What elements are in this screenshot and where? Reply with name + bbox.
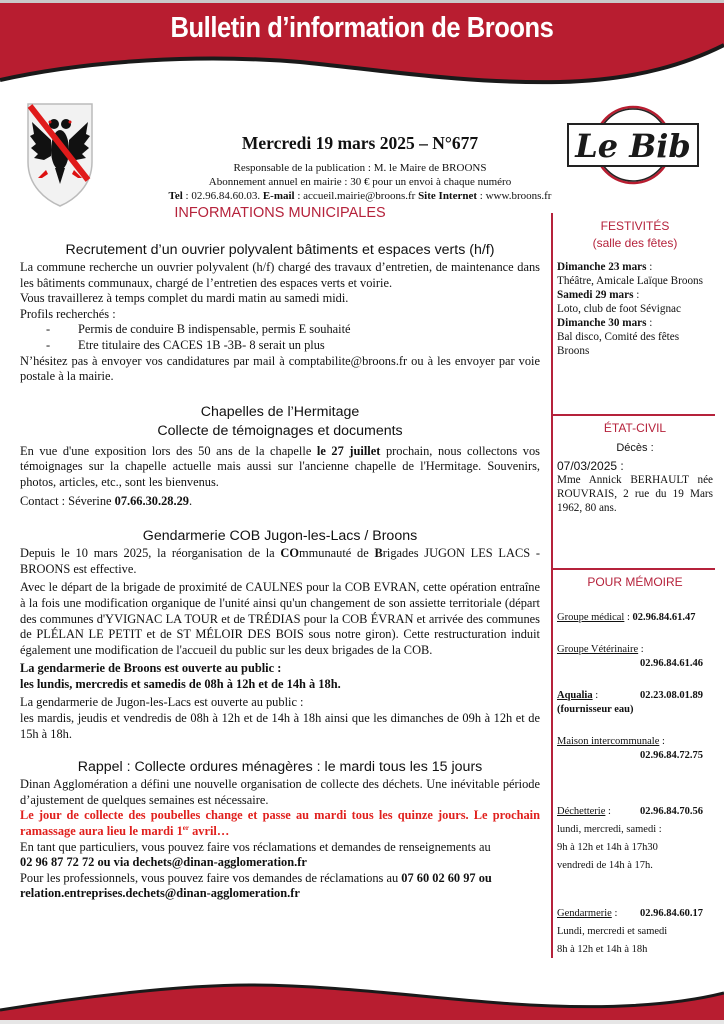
- medical-phone: 02.96.84.61.47: [632, 612, 696, 623]
- event-date: Dimanche 30 mars: [557, 317, 647, 329]
- chapelles-title-1: Chapelles de l’Hermitage: [200, 403, 360, 420]
- text: .: [188, 493, 193, 508]
- text: avril…: [189, 824, 230, 839]
- gendarmerie-hours: 8h à 12h et 14h à 18h: [557, 944, 648, 955]
- text: CO: [280, 546, 299, 561]
- etat-civil-title: ÉTAT-CIVIL: [603, 421, 667, 435]
- publication-info: [110, 161, 610, 203]
- dechetterie-hours: lundi, mercredi, samedi :: [557, 824, 662, 835]
- date-highlight: le 27 juillet: [316, 443, 381, 458]
- collecte-p3-email: relation.entreprises.dechets@dinan-agglomeration.fr: [20, 886, 300, 901]
- collecte-alert: [20, 808, 540, 839]
- collecte-title: Rappel : Collecte ordures ménagères : le mardi tous les 15 jours: [77, 759, 483, 776]
- text: En vue d'une exposition lors des 50 ans de la chapelle: [20, 443, 317, 458]
- profile-list: [20, 322, 540, 353]
- profile-item: - Etre titulaire des CACES 1B -3B- 8 serait un plus: [20, 338, 540, 354]
- tel-value: : 02.96.84.60.03.: [182, 190, 263, 202]
- collecte-p2: En tant que particuliers, vous pouvez faire vos réclamations et demandes de renseignements au: [20, 839, 491, 854]
- email-value[interactable]: : accueil.mairie@broons.fr: [294, 190, 419, 202]
- aqualia-note: (fournisseur eau): [557, 704, 634, 715]
- text: Contact : Séverine: [20, 493, 115, 508]
- gendarmerie-title: Gendarmerie COB Jugon-les-Lacs / Broons: [142, 528, 418, 545]
- contact-phone: 07.66.30.28.29: [114, 493, 189, 508]
- chapelles-contact: [20, 494, 540, 510]
- collecte-p1: Dinan Agglomération a défini une nouvelle organisation de collecte des déchets. Une inévitable période d’ajustement de quelques semaines est nécessaire.: [20, 777, 540, 807]
- dechetterie-label: Déchetterie: [557, 806, 606, 817]
- festivites-title: FESTIVITÉS: [600, 219, 670, 233]
- broons-hours-2: les lundis, mercredis et samedis de 08h à 12h et de 14h à 18h.: [20, 676, 341, 691]
- aqualia-phone: 02.23.08.01.89: [640, 690, 703, 701]
- text: 07 60 02 60 97 ou: [401, 870, 492, 885]
- memoire-title: POUR MÉMOIRE: [587, 575, 683, 589]
- festivites-subtitle: (salle des fêtes): [592, 236, 678, 250]
- subscription: Abonnement annuel en mairie : 30 € pour un envoi à chaque numéro: [208, 176, 512, 188]
- coat-of-arms-icon: [24, 100, 96, 210]
- memoire-box: POUR MÉMOIRE Groupe médical : 02.96.84.61.47 Groupe Vétérinaire : 02.96.84.61.46 Aqualia : 02.23.08.01.89 (fournisseur eau) Maison intercommunale : 02.96.84.72.75 Déchetterie : 02.96.84.70.56 lundi, mercredi, samedi : 9h à 12h et 14h à 17h30 vendredi de 14h à 17h. Gendarmerie : 02.96.84.60.17 Lundi, mercredi et samedi 8h à 12h et 14h à 18h: [557, 574, 713, 959]
- veto-label: Groupe Vétérinaire: [557, 644, 639, 655]
- profile-item: - Permis de conduire B indispensable, permis E souhaité: [20, 322, 540, 338]
- publisher: Responsable de la publication : M. le Maire de BROONS: [233, 162, 487, 174]
- event-desc: Théâtre, Amicale Laïque Broons: [557, 275, 704, 287]
- recruitment-p1: La commune recherche un ouvrier polyvalent (h/f) chargé des travaux d’entretien, de maintenance dans les bâtiments communaux, chargé de l’entretien des espaces verts et voirie.: [20, 260, 540, 290]
- deces-text: Mme Annick BERHAULT née ROUVRAIS, 2 rue du 19 Mars 1962, 80 ans.: [557, 474, 713, 514]
- festivites-box: FESTIVITÉS (salle des fêtes) Dimanche 23 mars : Théâtre, Amicale Laïque Broons Samedi 29 mars : Loto, club de foot Sévignac Dimanche 30 mars : Bal disco, Comité des fêtes Broons: [557, 218, 713, 358]
- contact-line: [110, 189, 610, 203]
- event-desc: Loto, club de foot Sévignac: [557, 303, 681, 315]
- email-label: E-mail: [262, 190, 295, 202]
- text: er: [182, 823, 189, 832]
- recruitment-p3: Profils recherchés :: [20, 306, 116, 321]
- gendarmerie-p1: [20, 546, 540, 577]
- event-date: Dimanche 23 mars: [557, 261, 647, 273]
- event-date: Samedi 29 mars: [557, 289, 634, 301]
- gendarmerie-p2: Avec le départ de la brigade de proximité de CAULNES pour la COB EVRAN, cette opération entraîne à la fois une modification organique de l'unité ainsi qu'un changement de son assiette territoriale (départ des communes d'YVIGNAC LA TOUR et de TRÉDIAS pour la COB ÉVRAN et arrivée des communes de PLÉLAN LE PETIT et de ST MÉLOIR DES BOIS sous notre giron). Cette restructuration induit également une modification de l'accueil du public sur les deux brigades de la COB.: [20, 580, 540, 657]
- recruitment-title: Recrutement d’un ouvrier polyvalent bâtiments et espaces verts (h/f): [65, 242, 495, 258]
- collecte-p3: [20, 871, 540, 887]
- text: Depuis le 10 mars 2025, la réorganisation de la: [20, 546, 281, 561]
- gendarmerie-phone: 02.96.84.60.17: [640, 908, 703, 919]
- text: prochain, nous collectons vos témoignages sur la chapelle actuelle mais aussi sur l'ancienne chapelle de l'Hermitage. Souvenirs, photos, articles, etc., sont les bienvenus.: [20, 443, 540, 489]
- text: B: [374, 546, 383, 561]
- dechetterie-phone: 02.96.84.70.56: [640, 806, 703, 817]
- recruitment-p2: Vous travaillerez à temps complet du mardi matin au samedi midi.: [20, 291, 349, 306]
- maison-phone: 02.96.84.72.75: [640, 750, 703, 761]
- text: mmunauté de: [298, 546, 375, 561]
- jugon-hours-2: les mardis, jeudis et vendredis de 08h à 12h et de 14h à 18h ainsi que les dimanches de 09h à 12h et de 15h à 18h.: [20, 711, 540, 741]
- deces-date: 07/03/2025 :: [557, 459, 624, 473]
- broons-hours-1: La gendarmerie de Broons est ouverte au public :: [20, 661, 282, 676]
- sidebar-divider: [551, 213, 553, 958]
- svg-text:Le Bib: Le Bib: [575, 127, 691, 165]
- dechetterie-hours: vendredi de 14h à 17h.: [557, 860, 653, 871]
- chapelles-p1: [20, 444, 540, 491]
- site-value[interactable]: : www.broons.fr: [477, 190, 552, 202]
- maison-label: Maison intercommunale: [557, 736, 660, 747]
- text: rigades JUGON LES LACS - BROONS est effective.: [20, 546, 540, 576]
- divider: [551, 414, 715, 416]
- gendarmerie-label: Gendarmerie: [557, 908, 612, 919]
- bulletin-title: Bulletin d’information de Broons: [170, 12, 554, 44]
- site-label: Site Internet: [418, 190, 478, 202]
- chapelles-title-2: Collecte de témoignages et documents: [157, 422, 403, 439]
- event-desc: Bal disco, Comité des fêtes Broons: [557, 331, 680, 357]
- aqualia-label: Aqualia: [557, 690, 593, 701]
- collecte-p2-contact: 02 96 87 72 72 ou via dechets@dinan-agglomeration.fr: [20, 855, 307, 870]
- tel-label: Tel: [168, 190, 183, 202]
- text: Pour les professionnels, vous pouvez faire vos demandes de réclamations au: [20, 870, 402, 885]
- medical-label: Groupe médical: [557, 612, 625, 623]
- recruitment-p4: N’hésitez pas à envoyer vos candidatures par mail à comptabilite@broons.fr ou à les envoyer par voie postale à la mairie.: [20, 353, 540, 384]
- footer-banner: [0, 975, 724, 1024]
- text: Le jour de collecte des poubelles change et passe au mardi tous les quinze jours. Le prochain ramassage aura lieu le mardi 1: [20, 808, 540, 839]
- deces-label: Décès :: [616, 442, 654, 454]
- veto-phone: 02.96.84.61.46: [640, 658, 703, 669]
- dechetterie-hours: 9h à 12h et 14h à 17h30: [557, 842, 658, 853]
- gendarmerie-hours: Lundi, mercredi et samedi: [557, 926, 668, 937]
- section-title: INFORMATIONS MUNICIPALES: [174, 205, 386, 221]
- etat-civil-box: [557, 420, 713, 515]
- jugon-hours-1: La gendarmerie de Jugon-les-Lacs est ouverte au public :: [20, 695, 304, 710]
- main-column: [20, 205, 540, 902]
- divider: [551, 568, 715, 570]
- issue-title: Mercredi 19 mars 2025 – N°677: [241, 133, 479, 153]
